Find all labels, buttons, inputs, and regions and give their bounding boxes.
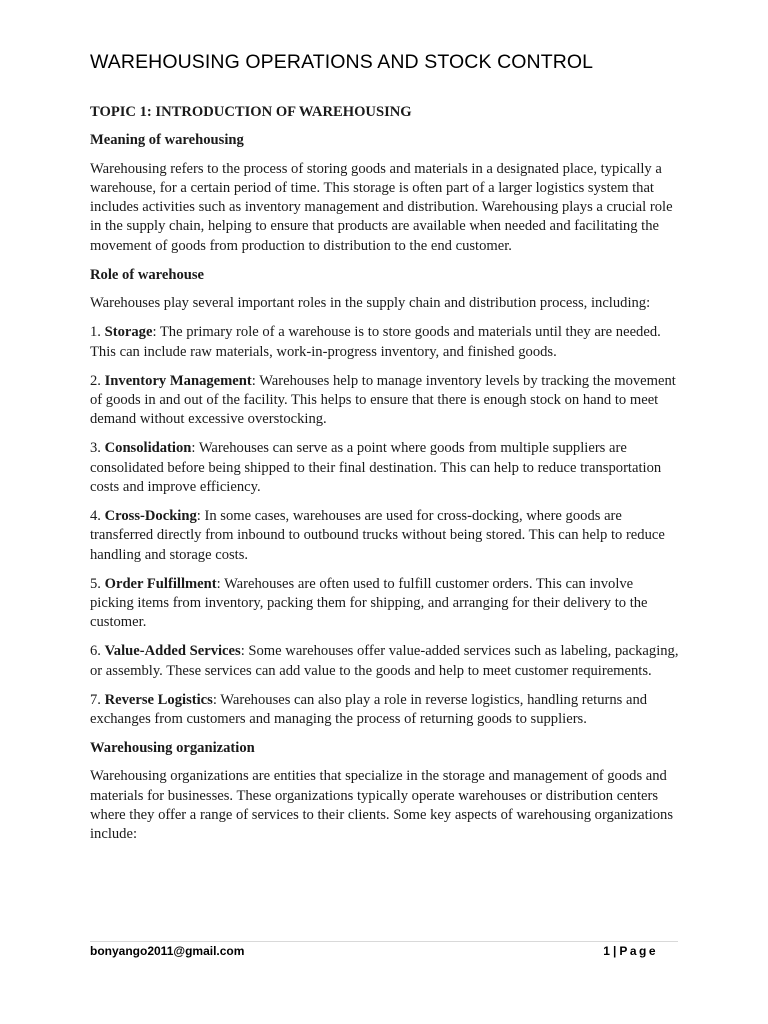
item-term: Order Fulfillment — [104, 575, 217, 592]
footer-divider — [90, 941, 678, 942]
item-number: 3. — [90, 440, 101, 457]
section-heading-meaning: Meaning of warehousing — [90, 132, 244, 149]
paragraph-role-intro: Warehouses play several important roles in the supply chain and distribution process, including: — [90, 295, 651, 312]
item-number: 7. — [90, 691, 101, 708]
item-text: : Some warehouses offer value-added services such as labeling, packaging, or assembly. These services can add value to the goods and help to meet customer requirements. — [90, 643, 679, 679]
item-term: Inventory Management — [104, 372, 252, 389]
section-heading-organization: Warehousing organization — [90, 740, 255, 757]
item-term: Consolidation — [104, 440, 192, 457]
item-number: 1. — [90, 324, 101, 341]
item-term: Cross-Docking — [104, 508, 197, 525]
item-text: : Warehouses are often used to fulfill customer orders. This can involve picking items from inventory, packing them for shipping, and arranging for their delivery to the customer. — [90, 575, 648, 631]
item-term: Reverse Logistics — [104, 691, 213, 708]
list-item — [90, 439, 680, 497]
list-item — [90, 323, 680, 362]
footer-email: bonyango2011@gmail.com — [90, 944, 245, 958]
item-number: 4. — [90, 508, 101, 525]
list-item — [90, 372, 680, 430]
item-text: : Warehouses can serve as a point where goods from multiple suppliers are consolidated before being shipped to their final destination. This can help to reduce transportation costs and improve efficiency. — [90, 440, 662, 495]
footer-page-indicator — [603, 943, 658, 959]
page-label: Page — [619, 944, 658, 958]
list-item — [90, 507, 680, 565]
document-title: WAREHOUSING OPERATIONS AND STOCK CONTROL — [90, 51, 594, 73]
page-number: 1 — [603, 944, 610, 958]
item-text: : Warehouses help to manage inventory levels by tracking the movement of goods in and out of the facility. This helps to ensure that there is enough stock on hand to meet demand without excessive overstocking. — [90, 372, 676, 428]
item-number: 2. — [90, 372, 101, 389]
item-text: : Warehouses can also play a role in reverse logistics, handling returns and exchanges from customers and managing the process of returning goods to suppliers. — [90, 691, 648, 728]
list-item — [90, 642, 680, 681]
paragraph-organization: Warehousing organizations are entities that specialize in the storage and management of goods and materials for businesses. These organizations typically operate warehouses or distribution centers where they offer a range of services to their clients. Some key aspects of warehousing organizations include: — [90, 768, 674, 843]
section-heading-role: Role of warehouse — [90, 266, 205, 283]
item-term: Storage — [104, 324, 153, 341]
page-separator: | — [612, 944, 617, 958]
item-text: : In some cases, warehouses are used for cross-docking, where goods are transferred directly from inbound to outbound trucks without being stored. This can help to reduce handling and storage costs. — [90, 508, 665, 563]
topic-heading: TOPIC 1: INTRODUCTION OF WAREHOUSING — [90, 104, 412, 120]
item-number: 5. — [90, 575, 101, 592]
item-term: Value-Added Services — [104, 643, 241, 660]
list-item — [90, 691, 680, 730]
list-item — [90, 575, 680, 633]
item-number: 6. — [90, 643, 101, 660]
item-text: : The primary role of a warehouse is to store goods and materials until they are needed. This can include raw materials, work-in-progress inventory, and finished goods. — [90, 324, 661, 360]
paragraph-meaning: Warehousing refers to the process of storing goods and materials in a designated place, typically a warehouse, for a certain period of time. This storage is often part of a larger logistics system that includes activities such as inventory management and distribution. Warehousing plays a crucial role in the supply chain, helping to ensure that products are available when needed and facilitating the movement of goods from production to distribution to the end customer. — [90, 160, 673, 254]
document-body — [90, 103, 680, 854]
